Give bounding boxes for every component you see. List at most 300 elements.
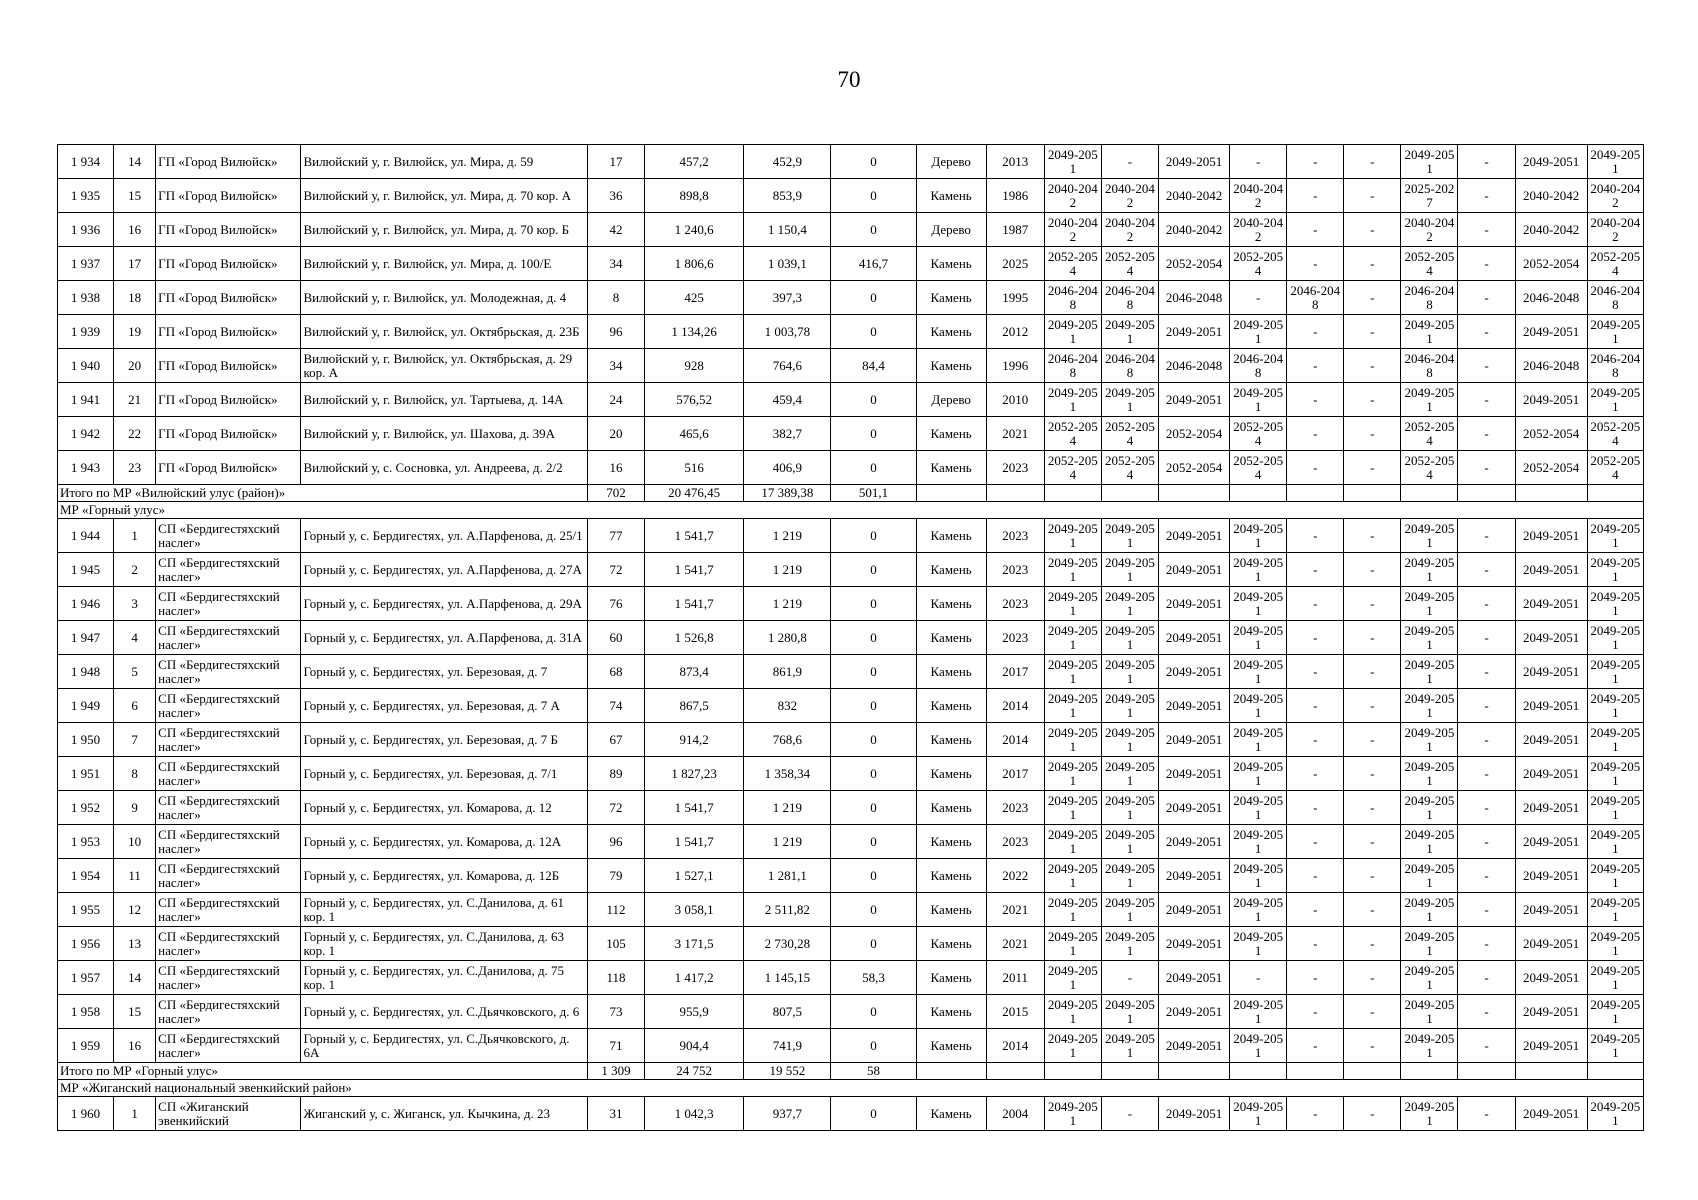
cell-term-3: 2049-2051 <box>1158 519 1229 553</box>
cell-wall-material: Камень <box>916 553 986 587</box>
cell-total-area: 1 541,7 <box>645 587 744 621</box>
cell-term-9: 2049-2051 <box>1515 655 1587 689</box>
cell-wall-material: Камень <box>916 451 986 485</box>
cell-total-area: 904,4 <box>645 1029 744 1063</box>
cell-term-3: 2049-2051 <box>1158 893 1229 927</box>
total-nonliving-area: 501,1 <box>831 485 916 502</box>
cell-nonliving-area: 0 <box>831 451 916 485</box>
cell-term-8: - <box>1458 315 1515 349</box>
cell-term-6: - <box>1344 315 1401 349</box>
table-row <box>58 587 1644 621</box>
cell-residents: 74 <box>587 689 644 723</box>
table-row <box>58 961 1644 995</box>
cell-living-area: 1 280,8 <box>744 621 831 655</box>
cell-term-3: 2040-2042 <box>1158 213 1229 247</box>
cell-term-3: 2052-2054 <box>1158 451 1229 485</box>
cell-living-area: 1 145,15 <box>744 961 831 995</box>
cell-term-8: - <box>1458 995 1515 1029</box>
cell-term-7: 2049-2051 <box>1401 315 1458 349</box>
cell-term-1: 2049-2051 <box>1044 621 1101 655</box>
cell-local-number: 6 <box>114 689 156 723</box>
cell-term-1: 2049-2051 <box>1044 689 1101 723</box>
cell-term-2: 2049-2051 <box>1101 383 1158 417</box>
cell-term-5: 2046-2048 <box>1287 281 1344 315</box>
cell-nonliving-area: 0 <box>831 383 916 417</box>
cell-term-4: 2049-2051 <box>1230 893 1287 927</box>
cell-nonliving-area: 0 <box>831 995 916 1029</box>
cell-term-10: 2049-2051 <box>1587 621 1643 655</box>
cell-total-area: 1 240,6 <box>645 213 744 247</box>
cell-term-7: 2049-2051 <box>1401 995 1458 1029</box>
cell-term-4: - <box>1230 281 1287 315</box>
cell-residents: 72 <box>587 553 644 587</box>
cell-settlement: СП «Бердигестяхский наслег» <box>156 553 301 587</box>
cell-living-area: 1 219 <box>744 825 831 859</box>
total-empty-cell <box>1401 485 1458 502</box>
cell-year-built: 2023 <box>986 587 1044 621</box>
cell-term-7: 2049-2051 <box>1401 825 1458 859</box>
cell-record-number: 1 953 <box>58 825 114 859</box>
cell-wall-material: Камень <box>916 961 986 995</box>
table-row <box>58 1029 1644 1063</box>
cell-term-5: - <box>1287 689 1344 723</box>
cell-term-2: 2040-2042 <box>1101 179 1158 213</box>
cell-term-2: 2052-2054 <box>1101 451 1158 485</box>
cell-record-number: 1 958 <box>58 995 114 1029</box>
cell-wall-material: Камень <box>916 995 986 1029</box>
cell-term-10: 2049-2051 <box>1587 961 1643 995</box>
cell-term-1: 2046-2048 <box>1044 281 1101 315</box>
cell-term-5: - <box>1287 825 1344 859</box>
cell-term-4: 2049-2051 <box>1230 995 1287 1029</box>
cell-year-built: 2023 <box>986 621 1044 655</box>
cell-term-9: 2049-2051 <box>1515 315 1587 349</box>
cell-wall-material: Камень <box>916 723 986 757</box>
cell-nonliving-area: 0 <box>831 417 916 451</box>
cell-term-7: 2049-2051 <box>1401 621 1458 655</box>
cell-address: Горный у, с. Бердигестях, ул. С.Дьячковского, д. 6 <box>301 995 588 1029</box>
cell-nonliving-area: 0 <box>831 1097 916 1131</box>
cell-term-2: 2040-2042 <box>1101 213 1158 247</box>
cell-term-3: 2052-2054 <box>1158 247 1229 281</box>
cell-wall-material: Камень <box>916 349 986 383</box>
cell-term-9: 2049-2051 <box>1515 587 1587 621</box>
cell-local-number: 15 <box>114 995 156 1029</box>
cell-year-built: 2015 <box>986 995 1044 1029</box>
table-row <box>58 213 1644 247</box>
cell-term-2: - <box>1101 1097 1158 1131</box>
cell-term-4: 2049-2051 <box>1230 689 1287 723</box>
cell-term-10: 2049-2051 <box>1587 995 1643 1029</box>
cell-term-5: - <box>1287 995 1344 1029</box>
cell-year-built: 2022 <box>986 859 1044 893</box>
cell-nonliving-area: 416,7 <box>831 247 916 281</box>
cell-term-4: 2052-2054 <box>1230 417 1287 451</box>
cell-settlement: СП «Бердигестяхский наслег» <box>156 689 301 723</box>
total-empty-cell <box>1101 1063 1158 1080</box>
cell-term-8: - <box>1458 553 1515 587</box>
cell-address: Горный у, с. Бердигестях, ул. С.Данилова, д. 63 кор. 1 <box>301 927 588 961</box>
cell-term-2: 2049-2051 <box>1101 689 1158 723</box>
cell-term-7: 2052-2054 <box>1401 451 1458 485</box>
cell-address: Горный у, с. Бердигестях, ул. А.Парфенова, д. 29А <box>301 587 588 621</box>
cell-record-number: 1 946 <box>58 587 114 621</box>
cell-settlement: СП «Бердигестяхский наслег» <box>156 859 301 893</box>
cell-term-3: 2040-2042 <box>1158 179 1229 213</box>
cell-settlement: СП «Бердигестяхский наслег» <box>156 995 301 1029</box>
cell-term-3: 2049-2051 <box>1158 825 1229 859</box>
cell-term-1: 2049-2051 <box>1044 757 1101 791</box>
cell-term-7: 2049-2051 <box>1401 1029 1458 1063</box>
cell-settlement: СП «Жиганский эвенкийский <box>156 1097 301 1131</box>
cell-year-built: 2023 <box>986 553 1044 587</box>
cell-term-8: - <box>1458 349 1515 383</box>
cell-residents: 96 <box>587 825 644 859</box>
cell-residents: 60 <box>587 621 644 655</box>
cell-term-1: 2052-2054 <box>1044 417 1101 451</box>
cell-nonliving-area: 0 <box>831 723 916 757</box>
cell-term-8: - <box>1458 791 1515 825</box>
cell-term-7: 2049-2051 <box>1401 587 1458 621</box>
cell-year-built: 2021 <box>986 417 1044 451</box>
cell-term-1: 2049-2051 <box>1044 315 1101 349</box>
page-number: 70 <box>837 67 861 92</box>
cell-term-10: 2049-2051 <box>1587 723 1643 757</box>
cell-residents: 17 <box>587 145 644 179</box>
cell-term-4: 2049-2051 <box>1230 791 1287 825</box>
cell-term-9: 2049-2051 <box>1515 519 1587 553</box>
cell-term-6: - <box>1344 417 1401 451</box>
cell-term-3: 2052-2054 <box>1158 417 1229 451</box>
total-total-area: 20 476,45 <box>645 485 744 502</box>
total-label: Итого по МР «Вилюйский улус (район)» <box>58 485 588 502</box>
total-empty-cell <box>1458 485 1515 502</box>
cell-term-3: 2049-2051 <box>1158 995 1229 1029</box>
cell-address: Вилюйский у, с. Сосновка, ул. Андреева, д. 2/2 <box>301 451 588 485</box>
cell-term-4: 2049-2051 <box>1230 383 1287 417</box>
total-empty-cell <box>1044 485 1101 502</box>
cell-term-8: - <box>1458 179 1515 213</box>
cell-term-1: 2040-2042 <box>1044 213 1101 247</box>
total-living-area: 17 389,38 <box>744 485 831 502</box>
cell-term-3: 2049-2051 <box>1158 1029 1229 1063</box>
table-row <box>58 723 1644 757</box>
cell-wall-material: Камень <box>916 179 986 213</box>
total-empty-cell <box>1344 485 1401 502</box>
cell-term-7: 2049-2051 <box>1401 145 1458 179</box>
cell-term-5: - <box>1287 553 1344 587</box>
cell-term-5: - <box>1287 383 1344 417</box>
cell-local-number: 23 <box>114 451 156 485</box>
cell-nonliving-area: 0 <box>831 587 916 621</box>
cell-term-6: - <box>1344 383 1401 417</box>
table-row <box>58 893 1644 927</box>
cell-term-9: 2049-2051 <box>1515 757 1587 791</box>
cell-term-4: 2049-2051 <box>1230 553 1287 587</box>
table-row <box>58 417 1644 451</box>
cell-local-number: 2 <box>114 553 156 587</box>
cell-residents: 79 <box>587 859 644 893</box>
cell-wall-material: Камень <box>916 791 986 825</box>
cell-record-number: 1 938 <box>58 281 114 315</box>
cell-term-5: - <box>1287 1097 1344 1131</box>
cell-year-built: 2014 <box>986 723 1044 757</box>
cell-living-area: 741,9 <box>744 1029 831 1063</box>
cell-wall-material: Камень <box>916 757 986 791</box>
cell-total-area: 1 541,7 <box>645 519 744 553</box>
cell-term-5: - <box>1287 859 1344 893</box>
cell-address: Горный у, с. Бердигестях, ул. А.Парфенова, д. 27А <box>301 553 588 587</box>
cell-living-area: 406,9 <box>744 451 831 485</box>
cell-living-area: 1 219 <box>744 791 831 825</box>
cell-local-number: 8 <box>114 757 156 791</box>
cell-local-number: 4 <box>114 621 156 655</box>
cell-nonliving-area: 0 <box>831 825 916 859</box>
cell-term-4: 2052-2054 <box>1230 451 1287 485</box>
cell-term-7: 2049-2051 <box>1401 961 1458 995</box>
total-empty-cell <box>1287 485 1344 502</box>
cell-year-built: 2021 <box>986 927 1044 961</box>
cell-local-number: 5 <box>114 655 156 689</box>
cell-settlement: ГП «Город Вилюйск» <box>156 451 301 485</box>
cell-term-1: 2049-2051 <box>1044 893 1101 927</box>
cell-wall-material: Камень <box>916 859 986 893</box>
cell-term-7: 2049-2051 <box>1401 1097 1458 1131</box>
cell-residents: 77 <box>587 519 644 553</box>
cell-nonliving-area: 0 <box>831 927 916 961</box>
cell-total-area: 425 <box>645 281 744 315</box>
cell-term-2: 2049-2051 <box>1101 553 1158 587</box>
cell-term-3: 2049-2051 <box>1158 791 1229 825</box>
cell-term-9: 2052-2054 <box>1515 247 1587 281</box>
cell-term-9: 2049-2051 <box>1515 553 1587 587</box>
cell-term-8: - <box>1458 893 1515 927</box>
cell-settlement: СП «Бердигестяхский наслег» <box>156 961 301 995</box>
cell-term-1: 2046-2048 <box>1044 349 1101 383</box>
cell-term-9: 2052-2054 <box>1515 451 1587 485</box>
cell-term-1: 2049-2051 <box>1044 825 1101 859</box>
cell-term-2: 2049-2051 <box>1101 927 1158 961</box>
table-row <box>58 689 1644 723</box>
cell-term-6: - <box>1344 1097 1401 1131</box>
cell-term-3: 2049-2051 <box>1158 587 1229 621</box>
cell-local-number: 21 <box>114 383 156 417</box>
cell-address: Вилюйский у, г. Вилюйск, ул. Мира, д. 70 кор. Б <box>301 213 588 247</box>
cell-term-5: - <box>1287 349 1344 383</box>
cell-record-number: 1 959 <box>58 1029 114 1063</box>
cell-record-number: 1 960 <box>58 1097 114 1131</box>
cell-term-9: 2049-2051 <box>1515 621 1587 655</box>
total-empty-cell <box>1587 485 1643 502</box>
cell-local-number: 3 <box>114 587 156 621</box>
cell-record-number: 1 937 <box>58 247 114 281</box>
cell-wall-material: Камень <box>916 417 986 451</box>
cell-term-10: 2052-2054 <box>1587 451 1643 485</box>
cell-residents: 68 <box>587 655 644 689</box>
cell-nonliving-area: 0 <box>831 655 916 689</box>
cell-term-2: 2049-2051 <box>1101 519 1158 553</box>
cell-term-4: 2049-2051 <box>1230 655 1287 689</box>
cell-term-1: 2049-2051 <box>1044 145 1101 179</box>
cell-term-3: 2049-2051 <box>1158 383 1229 417</box>
cell-residents: 34 <box>587 247 644 281</box>
cell-address: Горный у, с. Бердигестях, ул. С.Дьячковского, д. 6А <box>301 1029 588 1063</box>
cell-record-number: 1 956 <box>58 927 114 961</box>
cell-address: Вилюйский у, г. Вилюйск, ул. Шахова, д. 39А <box>301 417 588 451</box>
cell-wall-material: Камень <box>916 689 986 723</box>
cell-term-1: 2052-2054 <box>1044 451 1101 485</box>
cell-term-6: - <box>1344 655 1401 689</box>
cell-term-8: - <box>1458 451 1515 485</box>
cell-total-area: 873,4 <box>645 655 744 689</box>
cell-term-9: 2046-2048 <box>1515 281 1587 315</box>
cell-living-area: 1 003,78 <box>744 315 831 349</box>
cell-term-4: 2049-2051 <box>1230 757 1287 791</box>
cell-year-built: 2012 <box>986 315 1044 349</box>
cell-term-3: 2049-2051 <box>1158 689 1229 723</box>
cell-term-6: - <box>1344 995 1401 1029</box>
cell-term-10: 2049-2051 <box>1587 825 1643 859</box>
cell-term-2: 2049-2051 <box>1101 825 1158 859</box>
cell-living-area: 832 <box>744 689 831 723</box>
total-empty-cell <box>1101 485 1158 502</box>
cell-term-4: 2049-2051 <box>1230 315 1287 349</box>
section-header-row <box>58 1080 1644 1097</box>
cell-term-3: 2049-2051 <box>1158 757 1229 791</box>
cell-living-area: 1 150,4 <box>744 213 831 247</box>
table-row <box>58 519 1644 553</box>
cell-term-3: 2049-2051 <box>1158 961 1229 995</box>
cell-term-10: 2049-2051 <box>1587 553 1643 587</box>
cell-term-10: 2049-2051 <box>1587 791 1643 825</box>
cell-settlement: ГП «Город Вилюйск» <box>156 213 301 247</box>
cell-local-number: 12 <box>114 893 156 927</box>
cell-term-5: - <box>1287 213 1344 247</box>
cell-term-8: - <box>1458 689 1515 723</box>
table-row <box>58 791 1644 825</box>
table-row <box>58 1097 1644 1131</box>
cell-total-area: 1 541,7 <box>645 791 744 825</box>
cell-wall-material: Камень <box>916 519 986 553</box>
cell-local-number: 11 <box>114 859 156 893</box>
table-row <box>58 451 1644 485</box>
cell-address: Вилюйский у, г. Вилюйск, ул. Мира, д. 59 <box>301 145 588 179</box>
cell-total-area: 1 042,3 <box>645 1097 744 1131</box>
cell-term-10: 2049-2051 <box>1587 1029 1643 1063</box>
cell-term-9: 2049-2051 <box>1515 825 1587 859</box>
table-row <box>58 757 1644 791</box>
cell-term-7: 2049-2051 <box>1401 553 1458 587</box>
cell-term-8: - <box>1458 1029 1515 1063</box>
cell-residents: 24 <box>587 383 644 417</box>
cell-term-5: - <box>1287 587 1344 621</box>
cell-term-2: 2052-2054 <box>1101 247 1158 281</box>
cell-address: Горный у, с. Бердигестях, ул. С.Данилова, д. 61 кор. 1 <box>301 893 588 927</box>
cell-term-10: 2049-2051 <box>1587 689 1643 723</box>
total-total-area: 24 752 <box>645 1063 744 1080</box>
table-row <box>58 927 1644 961</box>
cell-nonliving-area: 0 <box>831 621 916 655</box>
cell-nonliving-area: 0 <box>831 1029 916 1063</box>
total-row <box>58 485 1644 502</box>
cell-term-10: 2049-2051 <box>1587 927 1643 961</box>
cell-term-5: - <box>1287 961 1344 995</box>
table-row <box>58 179 1644 213</box>
cell-record-number: 1 948 <box>58 655 114 689</box>
cell-living-area: 452,9 <box>744 145 831 179</box>
cell-nonliving-area: 0 <box>831 553 916 587</box>
table-row <box>58 247 1644 281</box>
cell-record-number: 1 954 <box>58 859 114 893</box>
cell-term-10: 2049-2051 <box>1587 383 1643 417</box>
total-living-area: 19 552 <box>744 1063 831 1080</box>
cell-term-6: - <box>1344 791 1401 825</box>
cell-term-6: - <box>1344 859 1401 893</box>
cell-term-10: 2049-2051 <box>1587 315 1643 349</box>
cell-address: Горный у, с. Бердигестях, ул. С.Данилова, д. 75 кор. 1 <box>301 961 588 995</box>
cell-address: Горный у, с. Бердигестях, ул. Березовая, д. 7 <box>301 655 588 689</box>
table-row <box>58 281 1644 315</box>
cell-term-8: - <box>1458 587 1515 621</box>
total-empty-cell <box>1230 485 1287 502</box>
cell-wall-material: Дерево <box>916 383 986 417</box>
cell-term-4: 2049-2051 <box>1230 825 1287 859</box>
cell-term-9: 2049-2051 <box>1515 1029 1587 1063</box>
cell-term-2: - <box>1101 961 1158 995</box>
cell-address: Горный у, с. Бердигестях, ул. А.Парфенова, д. 31А <box>301 621 588 655</box>
housing-register-table <box>57 144 1644 1131</box>
cell-term-2: 2049-2051 <box>1101 893 1158 927</box>
cell-term-7: 2049-2051 <box>1401 859 1458 893</box>
cell-term-6: - <box>1344 723 1401 757</box>
cell-term-1: 2049-2051 <box>1044 961 1101 995</box>
cell-term-8: - <box>1458 723 1515 757</box>
cell-nonliving-area: 0 <box>831 893 916 927</box>
cell-local-number: 17 <box>114 247 156 281</box>
cell-total-area: 1 134,26 <box>645 315 744 349</box>
total-empty-cell <box>1158 485 1229 502</box>
cell-term-8: - <box>1458 961 1515 995</box>
total-empty-cell <box>1587 1063 1643 1080</box>
total-empty-cell <box>1515 1063 1587 1080</box>
cell-term-5: - <box>1287 757 1344 791</box>
cell-living-area: 861,9 <box>744 655 831 689</box>
cell-residents: 76 <box>587 587 644 621</box>
cell-nonliving-area: 0 <box>831 179 916 213</box>
cell-settlement: СП «Бердигестяхский наслег» <box>156 825 301 859</box>
cell-term-6: - <box>1344 621 1401 655</box>
cell-living-area: 1 358,34 <box>744 757 831 791</box>
cell-term-1: 2049-2051 <box>1044 859 1101 893</box>
cell-nonliving-area: 0 <box>831 757 916 791</box>
cell-term-9: 2049-2051 <box>1515 1097 1587 1131</box>
cell-residents: 16 <box>587 451 644 485</box>
cell-year-built: 2023 <box>986 825 1044 859</box>
cell-living-area: 459,4 <box>744 383 831 417</box>
cell-year-built: 2017 <box>986 655 1044 689</box>
cell-term-7: 2046-2048 <box>1401 281 1458 315</box>
total-empty-cell <box>986 485 1044 502</box>
cell-year-built: 2023 <box>986 791 1044 825</box>
cell-term-8: - <box>1458 1097 1515 1131</box>
cell-term-6: - <box>1344 349 1401 383</box>
cell-local-number: 14 <box>114 961 156 995</box>
cell-term-1: 2049-2051 <box>1044 519 1101 553</box>
cell-term-3: 2049-2051 <box>1158 927 1229 961</box>
cell-nonliving-area: 0 <box>831 145 916 179</box>
cell-wall-material: Камень <box>916 655 986 689</box>
cell-address: Вилюйский у, г. Вилюйск, ул. Тартыева, д. 14А <box>301 383 588 417</box>
